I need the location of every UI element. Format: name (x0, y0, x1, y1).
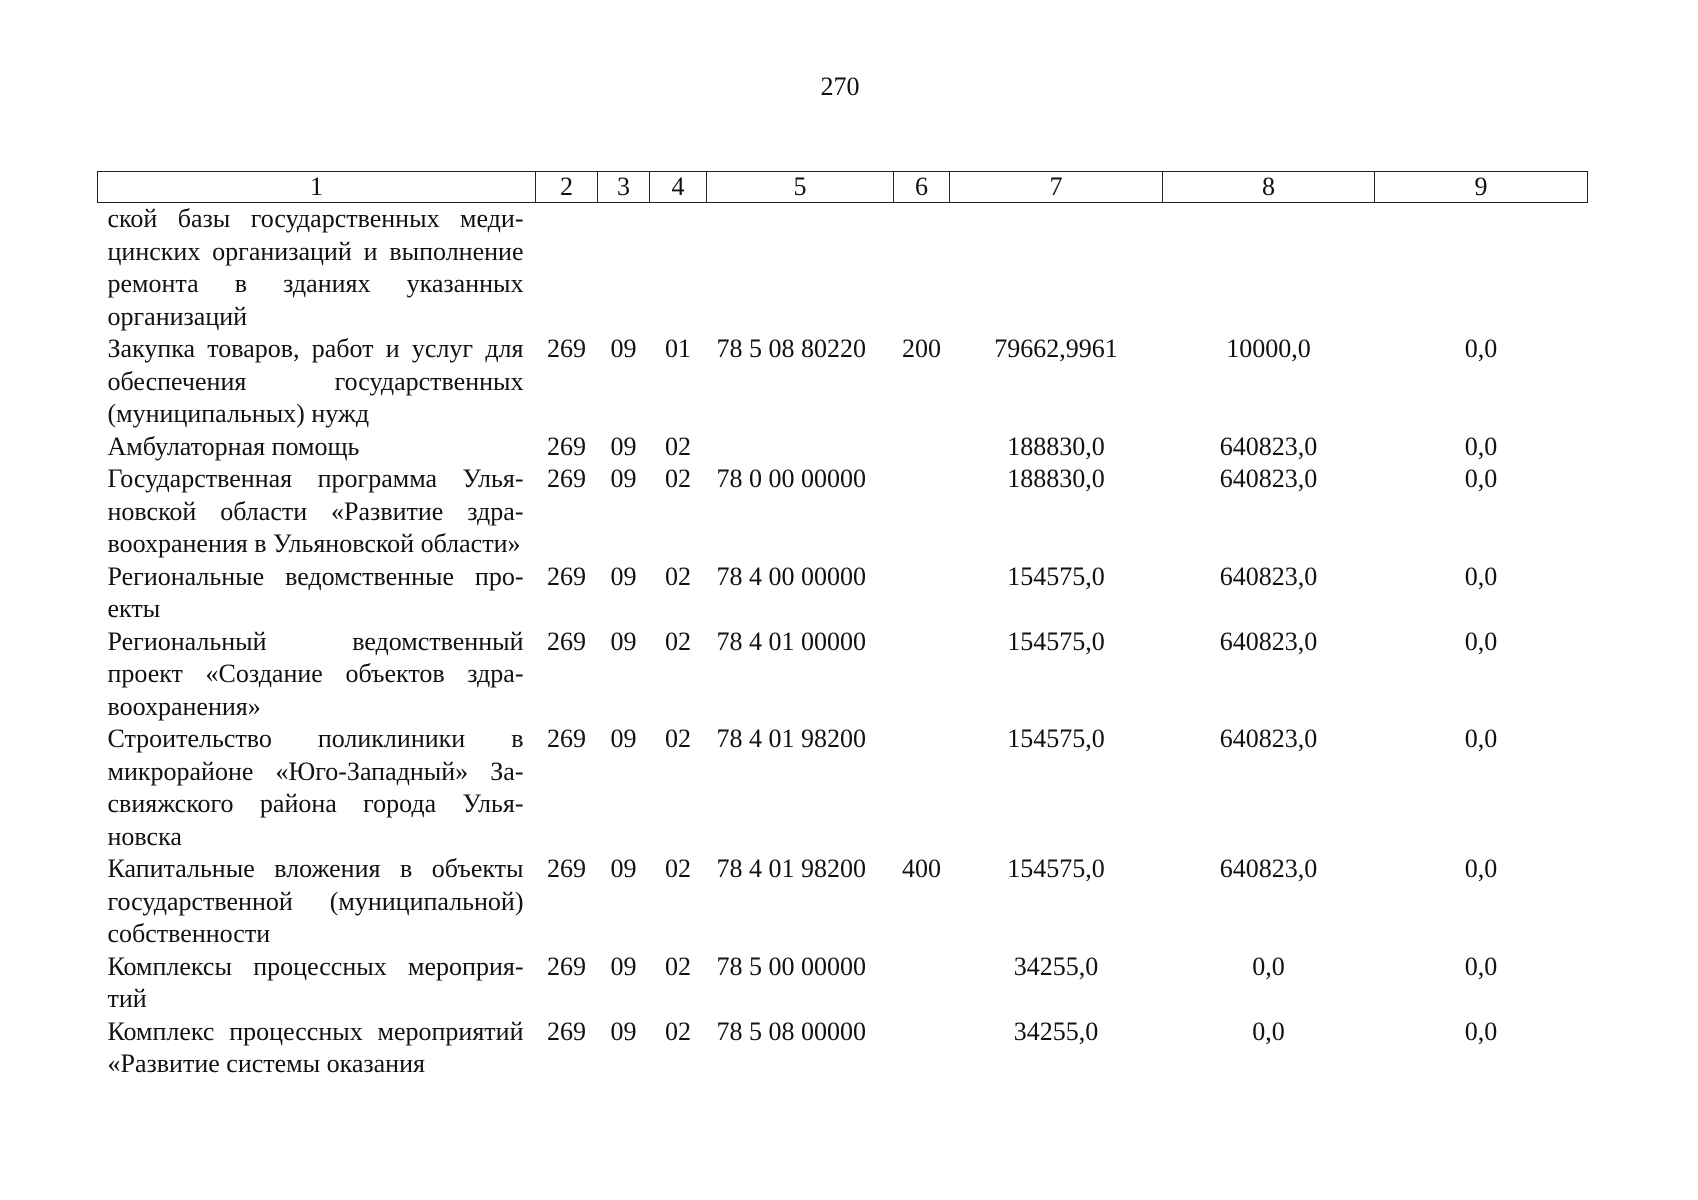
row-ministry-code: 269 (547, 951, 586, 981)
row-target-code (707, 203, 894, 334)
row-subsection: 02 (665, 951, 691, 981)
table-body (98, 203, 1588, 1081)
row-name: Государственная программа Ульяновской области «Развитие здравоохранения в Ульяновской области» (107, 464, 524, 558)
row-amount-3: 0,0 (1464, 724, 1498, 753)
row-amount-3 (1375, 203, 1588, 334)
row-amount-2: 0,0 (1252, 951, 1285, 981)
row-amount-3: 0,0 (1464, 1016, 1498, 1046)
row-amount-2 (1163, 203, 1375, 334)
header-col-5: 5 (707, 172, 894, 203)
row-expense-type (894, 951, 950, 1016)
row-subsection (650, 203, 707, 334)
row-ministry-code: 269 (547, 1016, 586, 1046)
row-ministry-code: 269 (547, 431, 586, 461)
row-amount-2: 640823,0 (1219, 626, 1318, 656)
row-amount-1: 154575,0 (1007, 854, 1105, 883)
row-subsection: 02 (665, 724, 691, 753)
row-amount-2: 640823,0 (1219, 561, 1318, 591)
row-subsection: 02 (665, 561, 691, 591)
row-section: 09 (610, 334, 637, 363)
table-row (98, 203, 1588, 334)
row-name: Закупка товаров, работ и услуг для обеспечения государственных (муниципальных) нужд (107, 334, 524, 428)
row-ministry-code (536, 203, 598, 334)
table-row (98, 1016, 1588, 1081)
row-ministry-code: 269 (547, 561, 586, 591)
row-section: 09 (610, 561, 637, 591)
row-ministry-code: 269 (547, 464, 586, 493)
row-subsection: 01 (665, 334, 691, 363)
header-col-6: 6 (894, 172, 950, 203)
row-subsection: 02 (665, 1016, 691, 1046)
row-target-code: 78 4 00 00000 (716, 561, 866, 591)
table-row (98, 626, 1588, 724)
table-row (98, 463, 1588, 561)
row-ministry-code: 269 (547, 626, 586, 656)
row-section: 09 (610, 431, 637, 461)
row-ministry-code: 269 (547, 854, 586, 883)
row-expense-type (894, 203, 950, 334)
row-name: Амбулаторная помощь (107, 431, 360, 461)
table-row (98, 853, 1588, 951)
row-amount-3: 0,0 (1464, 561, 1498, 591)
row-amount-2: 640823,0 (1219, 724, 1318, 753)
row-amount-2: 640823,0 (1219, 431, 1318, 461)
row-amount-1: 188830,0 (1007, 464, 1105, 493)
row-subsection: 02 (665, 464, 691, 493)
row-target-code: 78 4 01 98200 (716, 854, 866, 883)
row-name: Комплекс процессных мероприятий «Развитие системы оказания (107, 1016, 524, 1078)
row-expense-type (894, 723, 950, 853)
row-expense-type (894, 1016, 950, 1081)
row-subsection: 02 (665, 626, 691, 656)
header-col-8: 8 (1163, 172, 1375, 203)
row-name: Комплексы процессных мероприятий (107, 951, 524, 1013)
row-subsection: 02 (665, 854, 691, 883)
table-header (98, 172, 1588, 203)
row-amount-3: 0,0 (1464, 854, 1498, 883)
row-section: 09 (610, 626, 637, 656)
row-section: 09 (610, 724, 637, 753)
row-amount-2: 10000,0 (1226, 334, 1311, 363)
table-row (98, 561, 1588, 626)
row-amount-1: 188830,0 (1007, 431, 1105, 461)
row-amount-2: 0,0 (1252, 1016, 1285, 1046)
row-name: Региональные ведомственные проекты (107, 561, 524, 623)
row-amount-1: 154575,0 (1007, 724, 1105, 753)
row-amount-3: 0,0 (1464, 626, 1498, 656)
row-expense-type (894, 463, 950, 561)
header-col-3: 3 (598, 172, 650, 203)
row-target-code: 78 4 01 00000 (716, 626, 866, 656)
row-target-code: 78 5 00 00000 (716, 951, 866, 981)
table-row (98, 723, 1588, 853)
row-amount-3: 0,0 (1464, 951, 1498, 981)
row-amount-1: 34255,0 (1013, 951, 1099, 981)
row-amount-1: 154575,0 (1007, 626, 1105, 656)
header-col-1: 1 (98, 172, 536, 203)
row-ministry-code: 269 (547, 724, 586, 753)
table-row (98, 333, 1588, 431)
row-name: Строительство поликлиники в микрорайоне «Юго-Западный» Засвияжского района города Ульяновска (107, 724, 524, 851)
row-target-code (707, 431, 894, 464)
row-ministry-code: 269 (547, 334, 586, 363)
row-section: 09 (610, 854, 637, 883)
row-expense-type (894, 626, 950, 724)
row-section: 09 (610, 1016, 637, 1046)
row-section (598, 203, 650, 334)
row-amount-1: 79662,9961 (994, 334, 1118, 363)
row-section: 09 (610, 464, 637, 493)
row-expense-type (894, 431, 950, 464)
table-row (98, 951, 1588, 1016)
header-col-7: 7 (950, 172, 1163, 203)
row-target-code: 78 5 08 00000 (716, 1016, 866, 1046)
row-subsection: 02 (665, 431, 691, 461)
header-col-2: 2 (536, 172, 598, 203)
row-name: Региональный ведомственный проект «Создание объектов здравоохранения» (107, 626, 524, 721)
row-amount-1: 34255,0 (1013, 1016, 1099, 1046)
row-amount-3: 0,0 (1464, 464, 1498, 493)
header-col-9: 9 (1375, 172, 1588, 203)
row-target-code: 78 0 00 00000 (716, 464, 866, 493)
row-expense-type: 200 (902, 334, 941, 363)
row-amount-1 (950, 203, 1163, 334)
page-number: 270 (820, 72, 860, 101)
row-section: 09 (610, 951, 637, 981)
header-col-4: 4 (650, 172, 707, 203)
row-name: ской базы государственных медицинских организаций и выполнение ремонта в зданиях указанных организаций (107, 204, 524, 331)
table-row (98, 431, 1588, 464)
row-expense-type: 400 (902, 854, 941, 883)
row-amount-1: 154575,0 (1007, 561, 1105, 591)
row-target-code: 78 5 08 80220 (716, 334, 866, 363)
row-expense-type (894, 561, 950, 626)
row-amount-2: 640823,0 (1219, 464, 1318, 493)
budget-table (97, 171, 1588, 1081)
row-name: Капитальные вложения в объекты государственной (муниципальной) собственности (107, 854, 524, 948)
row-amount-2: 640823,0 (1219, 854, 1318, 883)
row-amount-3: 0,0 (1464, 334, 1498, 363)
row-target-code: 78 4 01 98200 (716, 724, 866, 753)
row-amount-3: 0,0 (1464, 431, 1498, 461)
